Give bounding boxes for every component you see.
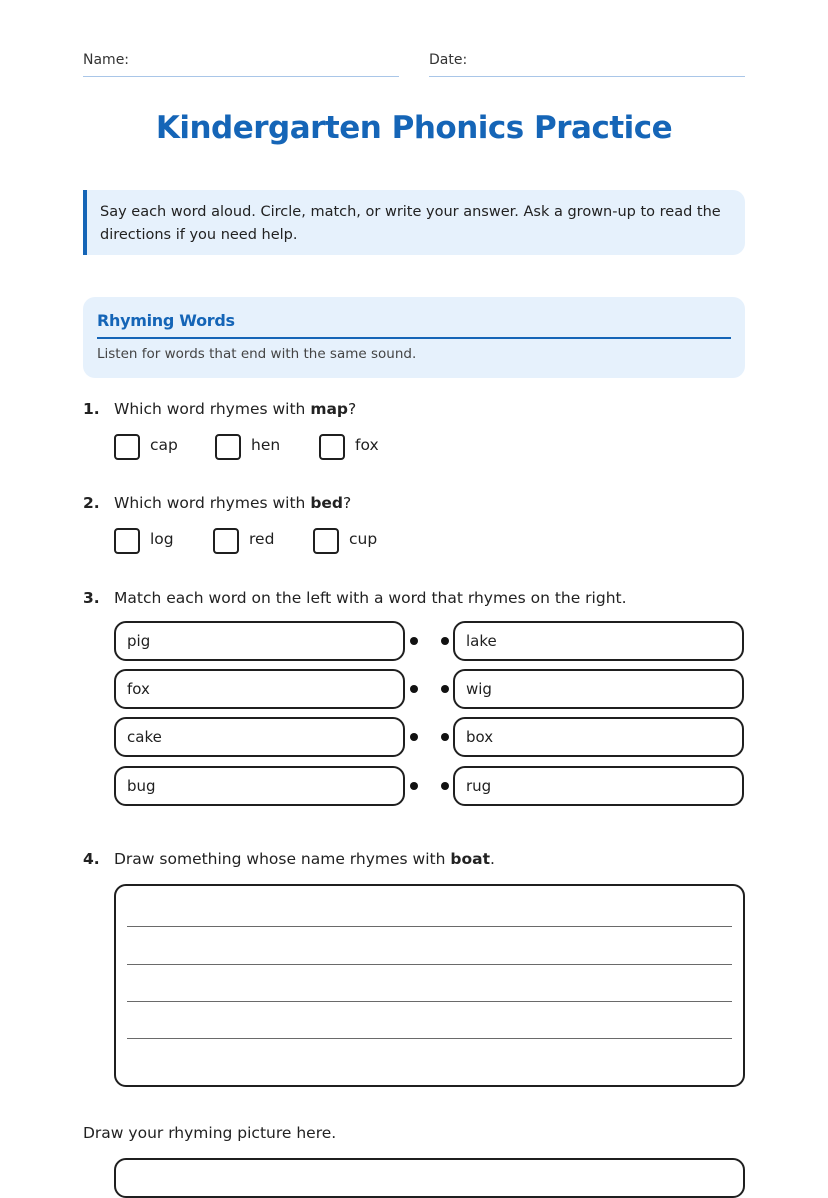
section-rhyming-words [83,297,745,378]
match-left-pig[interactable]: pig [114,621,405,661]
match-dot-right[interactable] [441,637,449,645]
match-dot-right[interactable] [441,782,449,790]
option-label: cap [150,436,178,454]
writing-box[interactable] [114,884,745,1087]
match-right-rug[interactable]: rug [453,766,744,806]
match-dot-left[interactable] [410,782,418,790]
question-number: 4. [83,850,100,868]
question-text: Draw something whose name rhymes with boat. [114,850,495,868]
name-label: Name: [83,52,130,68]
question-text: Which word rhymes with bed? [114,494,352,512]
instructions-text: Say each word aloud. Circle, match, or write your answer. Ask a grown-up to read the directions if you need help. [100,204,721,243]
checkbox[interactable] [213,528,239,554]
option-label: fox [355,436,379,454]
match-dot-right[interactable] [441,685,449,693]
question-number: 2. [83,494,100,512]
instructions-box [83,190,745,255]
checkbox[interactable] [114,528,140,554]
writing-line [127,1038,732,1039]
page-title: Kindergarten Phonics Practice [155,110,673,146]
section-subtitle: Listen for words that end with the same sound. [97,346,417,362]
drawing-box[interactable] [114,1158,745,1198]
option-label: red [249,530,275,548]
writing-line [127,964,732,965]
checkbox[interactable] [313,528,339,554]
question-number: 1. [83,400,100,418]
name-field[interactable] [83,52,399,77]
match-right-lake[interactable]: lake [453,621,744,661]
target-word: bed [310,494,344,512]
match-row [114,669,745,709]
match-dot-left[interactable] [410,733,418,741]
match-row [114,766,745,806]
match-row [114,717,745,757]
match-right-wig[interactable]: wig [453,669,744,709]
date-label: Date: [429,52,468,68]
target-word: map [310,400,349,418]
match-dot-left[interactable] [410,637,418,645]
target-word: boat [450,850,490,868]
checkbox[interactable] [215,434,241,460]
option-label: log [150,530,174,548]
question-number: 3. [83,589,100,607]
match-left-cake[interactable]: cake [114,717,405,757]
match-row [114,621,745,661]
match-right-box[interactable]: box [453,717,744,757]
question-text: Which word rhymes with map? [114,400,357,418]
checkbox[interactable] [319,434,345,460]
match-left-fox[interactable]: fox [114,669,405,709]
match-dot-left[interactable] [410,685,418,693]
date-field[interactable] [429,52,745,77]
question-text: Match each word on the left with a word that rhymes on the right. [114,589,627,607]
match-left-bug[interactable]: bug [114,766,405,806]
header-fields [83,52,745,78]
option-label: hen [251,436,281,454]
writing-line [127,1001,732,1002]
match-dot-right[interactable] [441,733,449,741]
writing-line [127,926,732,927]
option-label: cup [349,530,378,548]
checkbox[interactable] [114,434,140,460]
section-title: Rhyming Words [97,311,731,339]
draw-prompt: Draw your rhyming picture here. [83,1124,337,1142]
